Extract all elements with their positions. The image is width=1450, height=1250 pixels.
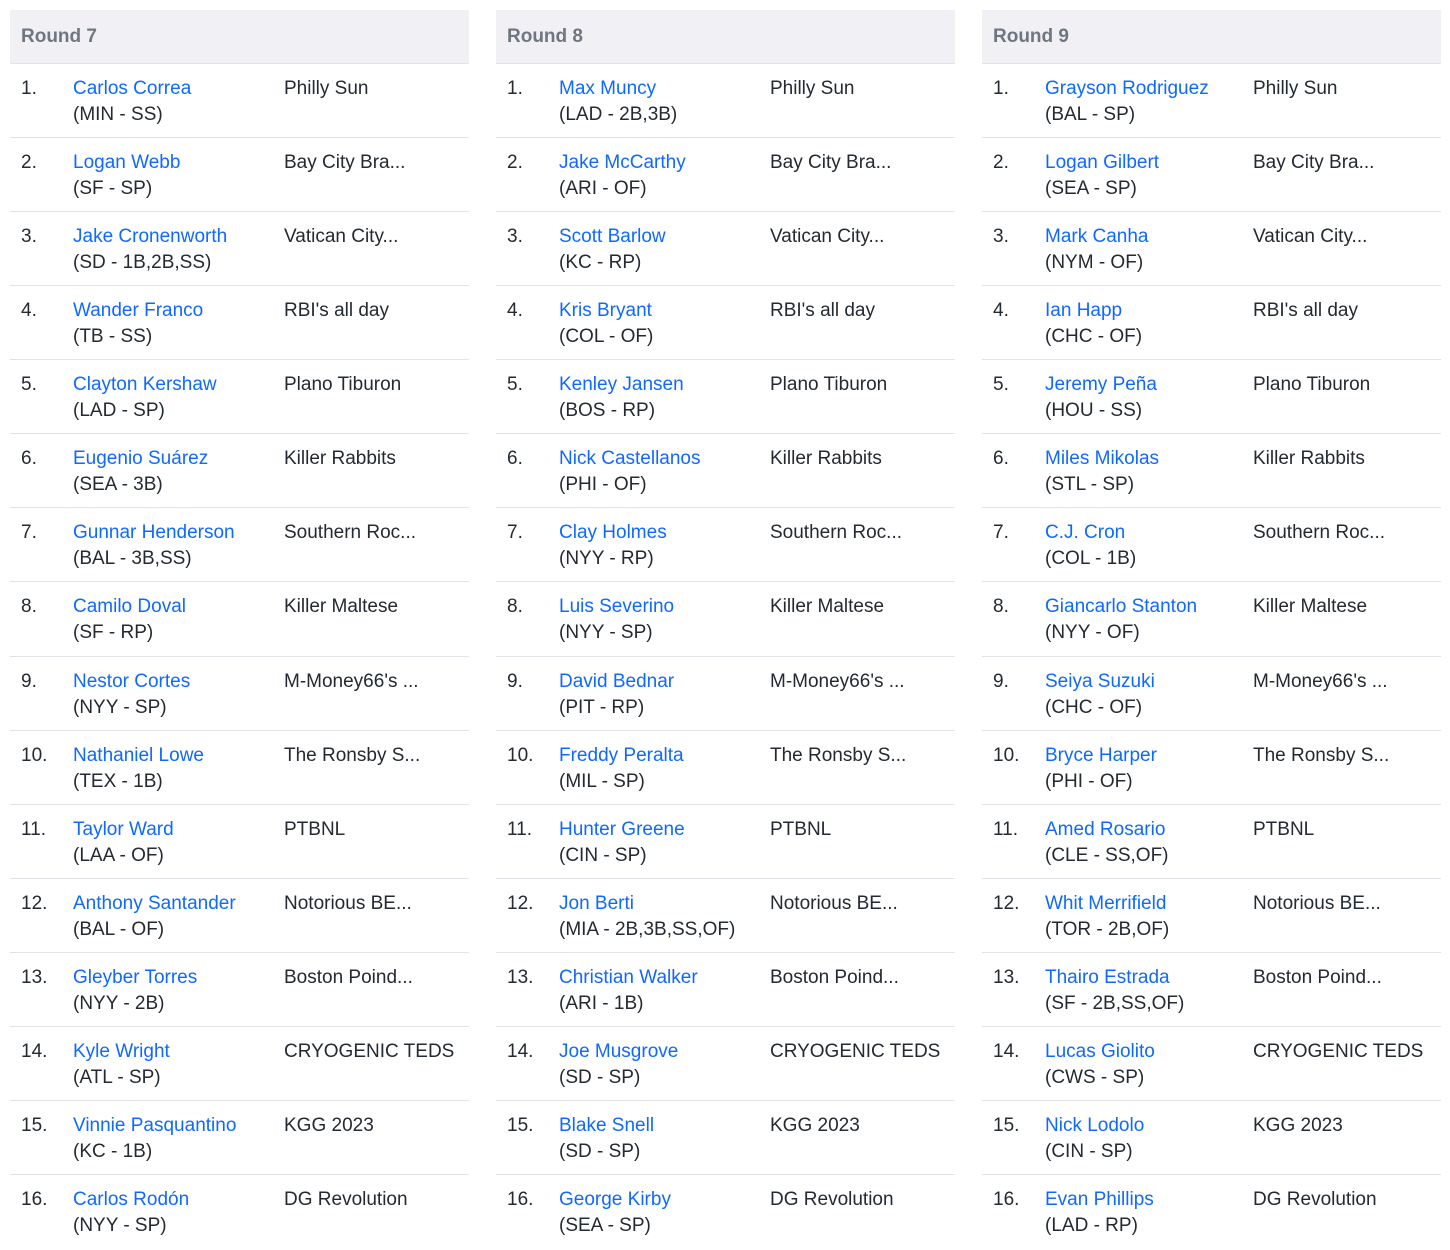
- player-cell: [1045, 76, 1209, 128]
- fantasy-team-name: Philly Sun: [284, 78, 369, 99]
- pick-number: 2.: [21, 152, 37, 174]
- player-cell: [73, 298, 203, 350]
- player-name-link[interactable]: Whit Merrifield: [1045, 892, 1167, 914]
- player-team-position: (MIA - 2B,3B,SS,OF): [559, 918, 736, 940]
- player-team-position: (PHI - OF): [559, 474, 647, 496]
- player-cell: [559, 76, 677, 128]
- player-team-position: (BAL - 3B,SS): [73, 548, 192, 570]
- player-team-position: (NYY - SP): [559, 622, 653, 644]
- pick-number: 1.: [507, 78, 523, 99]
- player-team-position: (TB - SS): [73, 326, 153, 348]
- player-name-link[interactable]: Clay Holmes: [559, 522, 667, 544]
- player-name-link[interactable]: Evan Phillips: [1045, 1188, 1154, 1210]
- player-name-link[interactable]: Jake Cronenworth: [73, 226, 228, 248]
- player-name-link[interactable]: Logan Webb: [73, 152, 181, 174]
- fantasy-team-name: PTBNL: [1253, 818, 1315, 840]
- player-name-link[interactable]: Joe Musgrove: [559, 1040, 679, 1062]
- player-cell: [559, 224, 666, 276]
- fantasy-team-name: DG Revolution: [1253, 1188, 1377, 1210]
- player-team-position: (SEA - SP): [559, 1214, 651, 1236]
- fantasy-team-name: CRYOGENIC TEDS: [770, 1040, 941, 1062]
- pick-number: 4.: [993, 300, 1009, 322]
- round-header: Round 7: [10, 10, 469, 64]
- player-name-link[interactable]: Blake Snell: [559, 1114, 655, 1136]
- player-cell: [1045, 743, 1157, 795]
- pick-row: [10, 657, 469, 731]
- player-cell: [73, 520, 235, 572]
- fantasy-team-name: Bay City Bra...: [1253, 152, 1375, 174]
- pick-number: 14.: [993, 1040, 1020, 1062]
- pick-number: 6.: [21, 448, 37, 470]
- player-name-link[interactable]: Kyle Wright: [73, 1040, 170, 1062]
- pick-row: [982, 731, 1441, 805]
- pick-row: [496, 286, 955, 360]
- player-cell: [73, 891, 236, 943]
- pick-row: [10, 64, 469, 138]
- pick-number: 9.: [993, 670, 1009, 692]
- player-cell: [73, 965, 197, 1017]
- player-name-link[interactable]: Wander Franco: [73, 300, 204, 322]
- fantasy-team-name: The Ronsby S...: [1253, 744, 1390, 766]
- player-cell: [1045, 1187, 1154, 1239]
- pick-row: [496, 1027, 955, 1101]
- pick-row: [982, 360, 1441, 434]
- pick-number: 3.: [993, 226, 1009, 248]
- player-cell: [559, 817, 685, 869]
- pick-row: [10, 953, 469, 1027]
- player-cell: [1045, 446, 1159, 498]
- fantasy-team-name: Southern Roc...: [1253, 522, 1386, 544]
- player-name-link[interactable]: Nick Castellanos: [559, 448, 701, 470]
- fantasy-team-name: RBI's all day: [1253, 300, 1359, 322]
- player-team-position: (TOR - 2B,OF): [1045, 918, 1170, 940]
- player-name-link[interactable]: Hunter Greene: [559, 818, 685, 840]
- fantasy-team-name: The Ronsby S...: [284, 744, 421, 766]
- fantasy-team-name: Killer Rabbits: [1253, 448, 1365, 470]
- player-cell: [1045, 298, 1142, 350]
- player-cell: [559, 298, 653, 350]
- pick-number: 12.: [507, 892, 534, 914]
- fantasy-team-name: KGG 2023: [284, 1114, 374, 1136]
- pick-row: [10, 582, 469, 656]
- player-team-position: (SF - SP): [73, 178, 153, 200]
- fantasy-team-name: PTBNL: [284, 818, 346, 840]
- fantasy-team-name: Southern Roc...: [770, 522, 903, 544]
- round-column: [10, 10, 469, 1249]
- fantasy-team-name: DG Revolution: [770, 1188, 894, 1210]
- pick-row: [10, 805, 469, 879]
- pick-row: [496, 64, 955, 138]
- pick-number: 8.: [507, 596, 523, 618]
- player-name-link[interactable]: Gunnar Henderson: [73, 522, 235, 544]
- round-column: [982, 10, 1441, 1249]
- pick-number: 16.: [993, 1188, 1020, 1210]
- player-team-position: (STL - SP): [1045, 474, 1135, 496]
- player-cell: [1045, 891, 1169, 943]
- player-team-position: (CIN - SP): [1045, 1140, 1133, 1162]
- pick-number: 11.: [993, 818, 1019, 840]
- fantasy-team-name: Notorious BE...: [284, 892, 412, 914]
- fantasy-team-name: KGG 2023: [770, 1114, 860, 1136]
- player-name-link[interactable]: Bryce Harper: [1045, 744, 1157, 766]
- player-cell: [559, 743, 684, 795]
- player-team-position: (MIL - SP): [559, 770, 645, 792]
- player-team-position: (ATL - SP): [73, 1066, 161, 1088]
- player-team-position: (SD - 1B,2B,SS): [73, 252, 212, 274]
- pick-row: [10, 1101, 469, 1175]
- pick-number: 15.: [507, 1114, 534, 1136]
- player-name-link[interactable]: George Kirby: [559, 1188, 671, 1210]
- pick-row: [982, 1101, 1441, 1175]
- player-name-link[interactable]: Ian Happ: [1045, 300, 1123, 322]
- pick-number: 4.: [507, 300, 523, 322]
- fantasy-team-name: PTBNL: [770, 818, 832, 840]
- player-team-position: (BOS - RP): [559, 400, 656, 422]
- player-cell: [1045, 594, 1197, 646]
- player-team-position: (LAD - SP): [73, 400, 165, 422]
- fantasy-team-name: DG Revolution: [284, 1188, 408, 1210]
- player-team-position: (SEA - SP): [1045, 178, 1137, 200]
- pick-number: 14.: [21, 1040, 48, 1062]
- player-cell: [559, 965, 698, 1017]
- pick-row: [10, 879, 469, 953]
- player-team-position: (CHC - OF): [1045, 326, 1143, 348]
- player-cell: [73, 1187, 189, 1239]
- player-team-position: (BAL - SP): [1045, 104, 1136, 125]
- player-team-position: (KC - 1B): [73, 1140, 153, 1162]
- player-cell: [1045, 1039, 1155, 1091]
- pick-row: [10, 434, 469, 508]
- player-cell: [73, 224, 227, 276]
- player-name-link[interactable]: Carlos Correa: [73, 78, 192, 99]
- pick-number: 12.: [993, 892, 1020, 914]
- fantasy-team-name: Vatican City...: [284, 226, 399, 248]
- player-team-position: (SF - RP): [73, 622, 154, 644]
- player-cell: [559, 446, 701, 498]
- fantasy-team-name: M-Money66's ...: [770, 670, 905, 692]
- player-team-position: (SEA - 3B): [73, 474, 163, 496]
- fantasy-team-name: KGG 2023: [1253, 1114, 1343, 1136]
- player-cell: [559, 669, 674, 721]
- player-team-position: (CWS - SP): [1045, 1066, 1145, 1088]
- player-cell: [1045, 224, 1149, 276]
- player-cell: [73, 594, 186, 646]
- player-cell: [1045, 965, 1184, 1017]
- player-cell: [1045, 1113, 1144, 1165]
- player-team-position: (BAL - OF): [73, 918, 165, 940]
- player-name-link[interactable]: Luis Severino: [559, 596, 675, 618]
- pick-row: [982, 805, 1441, 879]
- player-name-link[interactable]: Nathaniel Lowe: [73, 744, 204, 766]
- pick-number: 16.: [507, 1188, 534, 1210]
- pick-number: 13.: [21, 966, 48, 988]
- fantasy-team-name: Boston Poind...: [770, 966, 899, 988]
- player-name-link[interactable]: Jake McCarthy: [559, 152, 686, 174]
- pick-number: 7.: [21, 522, 37, 544]
- pick-number: 5.: [993, 374, 1009, 396]
- player-team-position: (NYY - SP): [73, 696, 167, 718]
- fantasy-team-name: RBI's all day: [284, 300, 390, 322]
- player-name-link[interactable]: Kenley Jansen: [559, 374, 684, 396]
- fantasy-team-name: Southern Roc...: [284, 522, 417, 544]
- player-name-link[interactable]: Camilo Doval: [73, 596, 186, 618]
- pick-number: 5.: [507, 374, 523, 396]
- player-team-position: (CIN - SP): [559, 844, 647, 866]
- fantasy-team-name: Plano Tiburon: [284, 374, 402, 396]
- player-cell: [73, 150, 180, 202]
- pick-row: [982, 657, 1441, 731]
- round-column: [496, 10, 955, 1249]
- player-team-position: (SF - 2B,SS,OF): [1045, 992, 1185, 1014]
- player-cell: [559, 891, 735, 943]
- pick-number: 2.: [507, 152, 523, 174]
- pick-row: [10, 286, 469, 360]
- pick-number: 4.: [21, 300, 37, 322]
- pick-row: [496, 508, 955, 582]
- player-name-link[interactable]: Vinnie Pasquantino: [73, 1114, 237, 1136]
- player-cell: [73, 669, 190, 721]
- player-name-link[interactable]: C.J. Cron: [1045, 522, 1126, 544]
- player-team-position: (NYY - 2B): [73, 992, 165, 1014]
- player-name-link[interactable]: Freddy Peralta: [559, 744, 684, 766]
- player-cell: [1045, 372, 1157, 424]
- fantasy-team-name: M-Money66's ...: [1253, 670, 1388, 692]
- pick-row: [496, 212, 955, 286]
- player-cell: [559, 1039, 678, 1091]
- player-name-link[interactable]: Nick Lodolo: [1045, 1114, 1145, 1136]
- pick-number: 7.: [993, 522, 1009, 544]
- pick-row: [10, 138, 469, 212]
- fantasy-team-name: Bay City Bra...: [770, 152, 892, 174]
- fantasy-team-name: Killer Maltese: [1253, 596, 1368, 618]
- round-header: Round 9: [982, 10, 1441, 64]
- player-name-link[interactable]: Clayton Kershaw: [73, 374, 217, 396]
- pick-row: [982, 286, 1441, 360]
- player-team-position: (NYY - RP): [559, 548, 654, 570]
- player-name-link[interactable]: Scott Barlow: [559, 226, 666, 248]
- player-cell: [73, 1113, 236, 1165]
- fantasy-team-name: Plano Tiburon: [770, 374, 888, 396]
- player-cell: [73, 76, 191, 128]
- pick-row: [10, 1027, 469, 1101]
- player-cell: [73, 817, 174, 869]
- round-header: Round 8: [496, 10, 955, 64]
- pick-row: [982, 64, 1441, 138]
- fantasy-team-name: Boston Poind...: [284, 966, 413, 988]
- player-name-link[interactable]: Giancarlo Stanton: [1045, 596, 1198, 618]
- player-name-link[interactable]: Seiya Suzuki: [1045, 670, 1155, 692]
- player-cell: [1045, 817, 1169, 869]
- pick-number: 11.: [21, 818, 47, 840]
- fantasy-team-name: Vatican City...: [770, 226, 885, 248]
- fantasy-team-name: Killer Rabbits: [284, 448, 396, 470]
- fantasy-team-name: Killer Rabbits: [770, 448, 882, 470]
- pick-number: 3.: [507, 226, 523, 248]
- pick-number: 14.: [507, 1040, 534, 1062]
- player-cell: [559, 1113, 654, 1165]
- player-team-position: (COL - 1B): [1045, 548, 1137, 570]
- fantasy-team-name: Notorious BE...: [770, 892, 898, 914]
- pick-number: 13.: [507, 966, 534, 988]
- player-team-position: (ARI - 1B): [559, 992, 644, 1014]
- fantasy-team-name: Killer Maltese: [770, 596, 885, 618]
- pick-number: 7.: [507, 522, 523, 544]
- pick-number: 13.: [993, 966, 1020, 988]
- player-team-position: (LAA - OF): [73, 844, 164, 866]
- pick-row: [496, 582, 955, 656]
- player-team-position: (SD - SP): [559, 1066, 641, 1088]
- pick-row: [10, 1175, 469, 1249]
- player-name-link[interactable]: Mark Canha: [1045, 226, 1149, 248]
- pick-row: [10, 731, 469, 805]
- pick-number: 10.: [507, 744, 534, 766]
- player-name-link[interactable]: Taylor Ward: [73, 818, 174, 840]
- player-name-link[interactable]: Carlos Rodón: [73, 1188, 190, 1210]
- player-cell: [559, 594, 674, 646]
- pick-row: [496, 1101, 955, 1175]
- player-name-link[interactable]: Nestor Cortes: [73, 670, 191, 692]
- fantasy-team-name: M-Money66's ...: [284, 670, 419, 692]
- pick-row: [10, 212, 469, 286]
- pick-row: [496, 360, 955, 434]
- fantasy-team-name: Vatican City...: [1253, 226, 1368, 248]
- player-name-link[interactable]: Anthony Santander: [73, 892, 236, 914]
- fantasy-team-name: CRYOGENIC TEDS: [1253, 1040, 1424, 1062]
- player-cell: [73, 372, 217, 424]
- pick-row: [982, 1027, 1441, 1101]
- pick-row: [496, 953, 955, 1027]
- fantasy-team-name: Boston Poind...: [1253, 966, 1382, 988]
- pick-number: 6.: [993, 448, 1009, 470]
- pick-row: [496, 1175, 955, 1249]
- pick-number: 8.: [993, 596, 1009, 618]
- player-cell: [559, 372, 684, 424]
- player-name-link[interactable]: Christian Walker: [559, 966, 698, 988]
- player-cell: [1045, 520, 1136, 572]
- fantasy-team-name: CRYOGENIC TEDS: [284, 1040, 455, 1062]
- player-team-position: (NYY - OF): [1045, 622, 1140, 644]
- player-team-position: (MIN - SS): [73, 104, 163, 125]
- player-cell: [559, 1187, 671, 1239]
- fantasy-team-name: Notorious BE...: [1253, 892, 1381, 914]
- pick-row: [496, 731, 955, 805]
- pick-number: 10.: [21, 744, 48, 766]
- player-team-position: (ARI - OF): [559, 178, 647, 200]
- pick-row: [982, 582, 1441, 656]
- pick-row: [496, 657, 955, 731]
- player-name-link[interactable]: Thairo Estrada: [1045, 966, 1170, 988]
- pick-number: 1.: [21, 78, 37, 99]
- player-cell: [559, 520, 667, 572]
- fantasy-team-name: Philly Sun: [1253, 78, 1338, 99]
- player-team-position: (HOU - SS): [1045, 400, 1143, 422]
- player-name-link[interactable]: Gleyber Torres: [73, 966, 198, 988]
- player-team-position: (LAD - RP): [1045, 1214, 1138, 1236]
- player-team-position: (LAD - 2B,3B): [559, 104, 678, 125]
- player-name-link[interactable]: Kris Bryant: [559, 300, 652, 322]
- player-name-link[interactable]: Lucas Giolito: [1045, 1040, 1155, 1062]
- player-team-position: (NYY - SP): [73, 1214, 167, 1236]
- fantasy-team-name: Plano Tiburon: [1253, 374, 1371, 396]
- player-team-position: (PIT - RP): [559, 696, 645, 718]
- player-name-link[interactable]: Logan Gilbert: [1045, 152, 1160, 174]
- pick-number: 5.: [21, 374, 37, 396]
- pick-number: 9.: [21, 670, 37, 692]
- pick-number: 6.: [507, 448, 523, 470]
- pick-row: [982, 879, 1441, 953]
- pick-row: [982, 434, 1441, 508]
- pick-row: [496, 138, 955, 212]
- player-name-link[interactable]: Max Muncy: [559, 78, 657, 99]
- pick-number: 15.: [21, 1114, 48, 1136]
- player-name-link[interactable]: Miles Mikolas: [1045, 448, 1160, 470]
- player-cell: [73, 446, 208, 498]
- fantasy-team-name: RBI's all day: [770, 300, 876, 322]
- pick-number: 9.: [507, 670, 523, 692]
- fantasy-team-name: Bay City Bra...: [284, 152, 406, 174]
- fantasy-team-name: Killer Maltese: [284, 596, 399, 618]
- pick-number: 1.: [993, 78, 1009, 99]
- player-team-position: (SD - SP): [559, 1140, 641, 1162]
- pick-row: [982, 1175, 1441, 1249]
- player-team-position: (TEX - 1B): [73, 770, 163, 792]
- player-team-position: (COL - OF): [559, 326, 654, 348]
- player-team-position: (NYM - OF): [1045, 252, 1144, 274]
- pick-number: 8.: [21, 596, 37, 618]
- pick-number: 12.: [21, 892, 48, 914]
- player-name-link[interactable]: Amed Rosario: [1045, 818, 1166, 840]
- pick-row: [982, 508, 1441, 582]
- pick-number: 10.: [993, 744, 1020, 766]
- player-name-link[interactable]: Grayson Rodriguez: [1045, 78, 1209, 99]
- player-team-position: (PHI - OF): [1045, 770, 1133, 792]
- pick-number: 16.: [21, 1188, 48, 1210]
- player-name-link[interactable]: David Bednar: [559, 670, 675, 692]
- pick-row: [496, 879, 955, 953]
- player-name-link[interactable]: Jeremy Peña: [1045, 374, 1157, 396]
- pick-row: [982, 212, 1441, 286]
- pick-number: 15.: [993, 1114, 1020, 1136]
- pick-row: [496, 434, 955, 508]
- pick-number: 2.: [993, 152, 1009, 174]
- player-cell: [559, 150, 686, 202]
- pick-row: [10, 360, 469, 434]
- pick-row: [496, 805, 955, 879]
- pick-row: [10, 508, 469, 582]
- player-cell: [73, 1039, 170, 1091]
- player-cell: [1045, 669, 1155, 721]
- player-cell: [1045, 150, 1159, 202]
- player-team-position: (KC - RP): [559, 252, 642, 274]
- player-cell: [73, 743, 204, 795]
- pick-row: [982, 138, 1441, 212]
- fantasy-team-name: The Ronsby S...: [770, 744, 907, 766]
- pick-number: 3.: [21, 226, 37, 248]
- pick-number: 11.: [507, 818, 533, 840]
- player-name-link[interactable]: Eugenio Suárez: [73, 448, 209, 470]
- fantasy-team-name: Philly Sun: [770, 78, 855, 99]
- player-name-link[interactable]: Jon Berti: [559, 892, 634, 914]
- pick-row: [982, 953, 1441, 1027]
- player-team-position: (CHC - OF): [1045, 696, 1143, 718]
- player-team-position: (CLE - SS,OF): [1045, 844, 1169, 866]
